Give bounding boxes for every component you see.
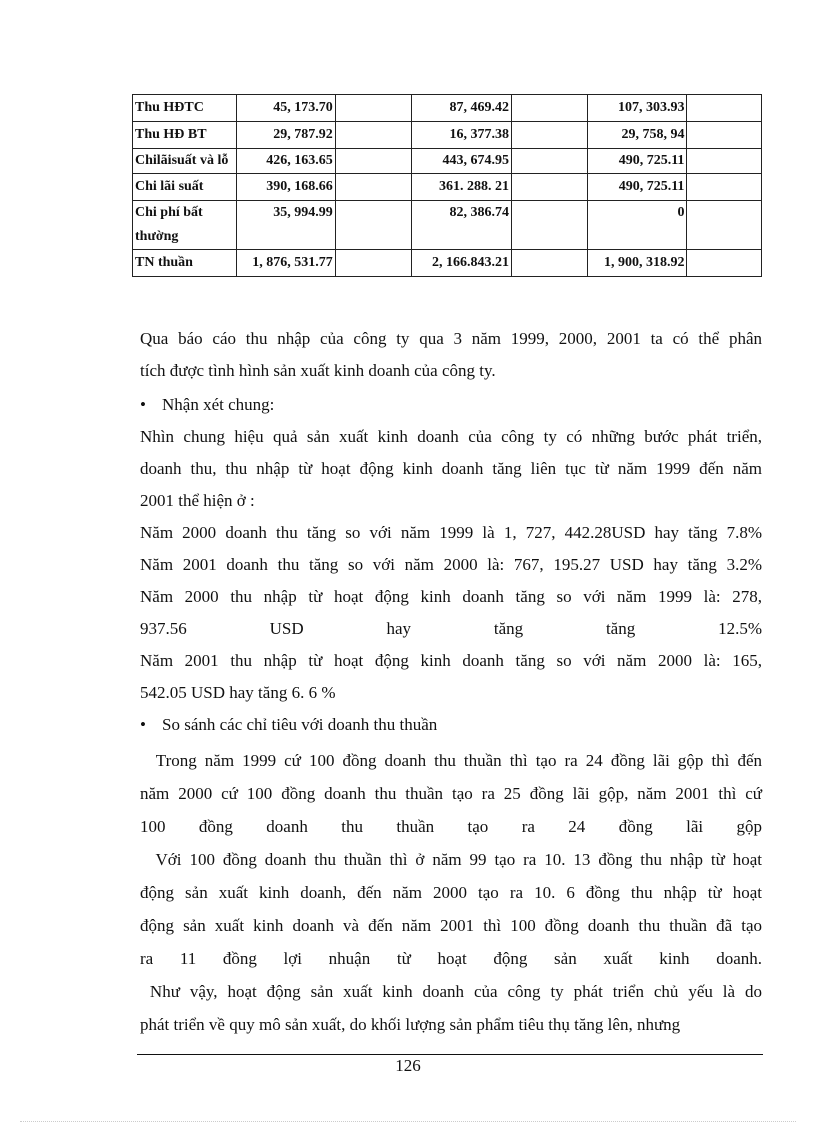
cell-2001: 107, 303.93 [588,95,687,122]
row-label: TN thuần [133,250,237,277]
cell-2001: 490, 725.11 [588,174,687,201]
income-table [132,94,762,277]
row-label: Chi lãi suất [133,174,237,201]
cell-2000: 82, 386.74 [412,201,512,250]
bullet-icon: • [140,715,146,734]
paragraph: Qua báo cáo thu nhập của công ty qua 3 năm 1999, 2000, 2001 ta có thể phân tích được tình hình sản xuất kinh doanh của công ty. [140,329,762,380]
footer-divider [137,1054,763,1055]
bullet-item: • Nhận xét chung: [140,389,274,421]
cell-2000: 361. 288. 21 [412,174,512,201]
cell-1999: 45, 173.70 [236,95,335,122]
cell-1999: 426, 163.65 [236,149,335,174]
cell-2001: 0 [588,201,687,250]
cell-1999: 35, 994.99 [236,201,335,250]
table-row [133,174,762,201]
cell-2000: 16, 377.38 [412,122,512,149]
bullet-item: • So sánh các chỉ tiêu với doanh thu thuần [140,709,437,741]
table-row [133,201,762,250]
cell-1999: 390, 168.66 [236,174,335,201]
cell-2001: 1, 900, 318.92 [588,250,687,277]
cell-1999: 29, 787.92 [236,122,335,149]
row-label: Thu HĐTC [133,95,237,122]
cell-2001: 490, 725.11 [588,149,687,174]
bullet-icon: • [140,395,146,414]
cell-1999: 1, 876, 531.77 [236,250,335,277]
cell-2000: 2, 166.843.21 [412,250,512,277]
row-label: Chi phí bất thường [133,201,237,250]
table-row [133,250,762,277]
row-label: Chilãisuất và lỗ [133,149,237,174]
page-edge [20,1121,796,1122]
paragraph: Nhìn chung hiệu quả sản xuất kinh doanh của công ty có những bước phát triển, doanh thu, thu nhập từ hoạt động kinh doanh tăng liên tục từ năm 1999 đến năm 2001 thể hiện ở : Năm 2000 doanh thu tăng so với năm 1999 là 1, 727, 442.28USD hay tăng 7.8% Năm 2001 doanh thu tăng so với năm 2000 là: 767, 195.27 USD hay tăng 3.2% Năm 2000 thu nhập từ hoạt động kinh doanh tăng so với năm 1999 là: 278, 937.56 USD hay tăng tăng 12.5% Năm 2001 thu nhập từ hoạt động kinh doanh tăng so với năm 2000 là: 165, 542.05 USD hay tăng 6. 6 % [140,427,762,702]
table-row [133,95,762,122]
page-number: 126 [395,1056,421,1075]
table-row [133,122,762,149]
cell-2000: 443, 674.95 [412,149,512,174]
table-row [133,149,762,174]
paragraph: Trong năm 1999 cứ 100 đồng doanh thu thuần thì tạo ra 24 đồng lãi gộp thì đến năm 2000 cứ 100 đồng doanh thu thuần tạo ra 25 đồng lãi gộp, năm 2001 thì cứ 100 đồng doanh thu thuần tạo ra 24 đồng lãi gộp Với 100 đồng doanh thu thuần thì ở năm 99 tạo ra 10. 13 đồng thu nhập từ hoạt động sản xuất kinh doanh, đến năm 2000 tạo ra 10. 6 đồng thu nhập từ hoạt động sản xuất kinh doanh và đến năm 2001 thì 100 đồng doanh thu thuần đã tạo ra 11 đồng lợi nhuận từ hoạt động sản xuất kinh doanh. Như vậy, hoạt động sản xuất kinh doanh của công ty phát triển chủ yếu là do phát triển về quy mô sản xuất, do khối lượng sản phẩm tiêu thụ tăng lên, nhưng [140,751,762,1034]
row-label: Thu HĐ BT [133,122,237,149]
cell-2000: 87, 469.42 [412,95,512,122]
cell-2001: 29, 758, 94 [588,122,687,149]
